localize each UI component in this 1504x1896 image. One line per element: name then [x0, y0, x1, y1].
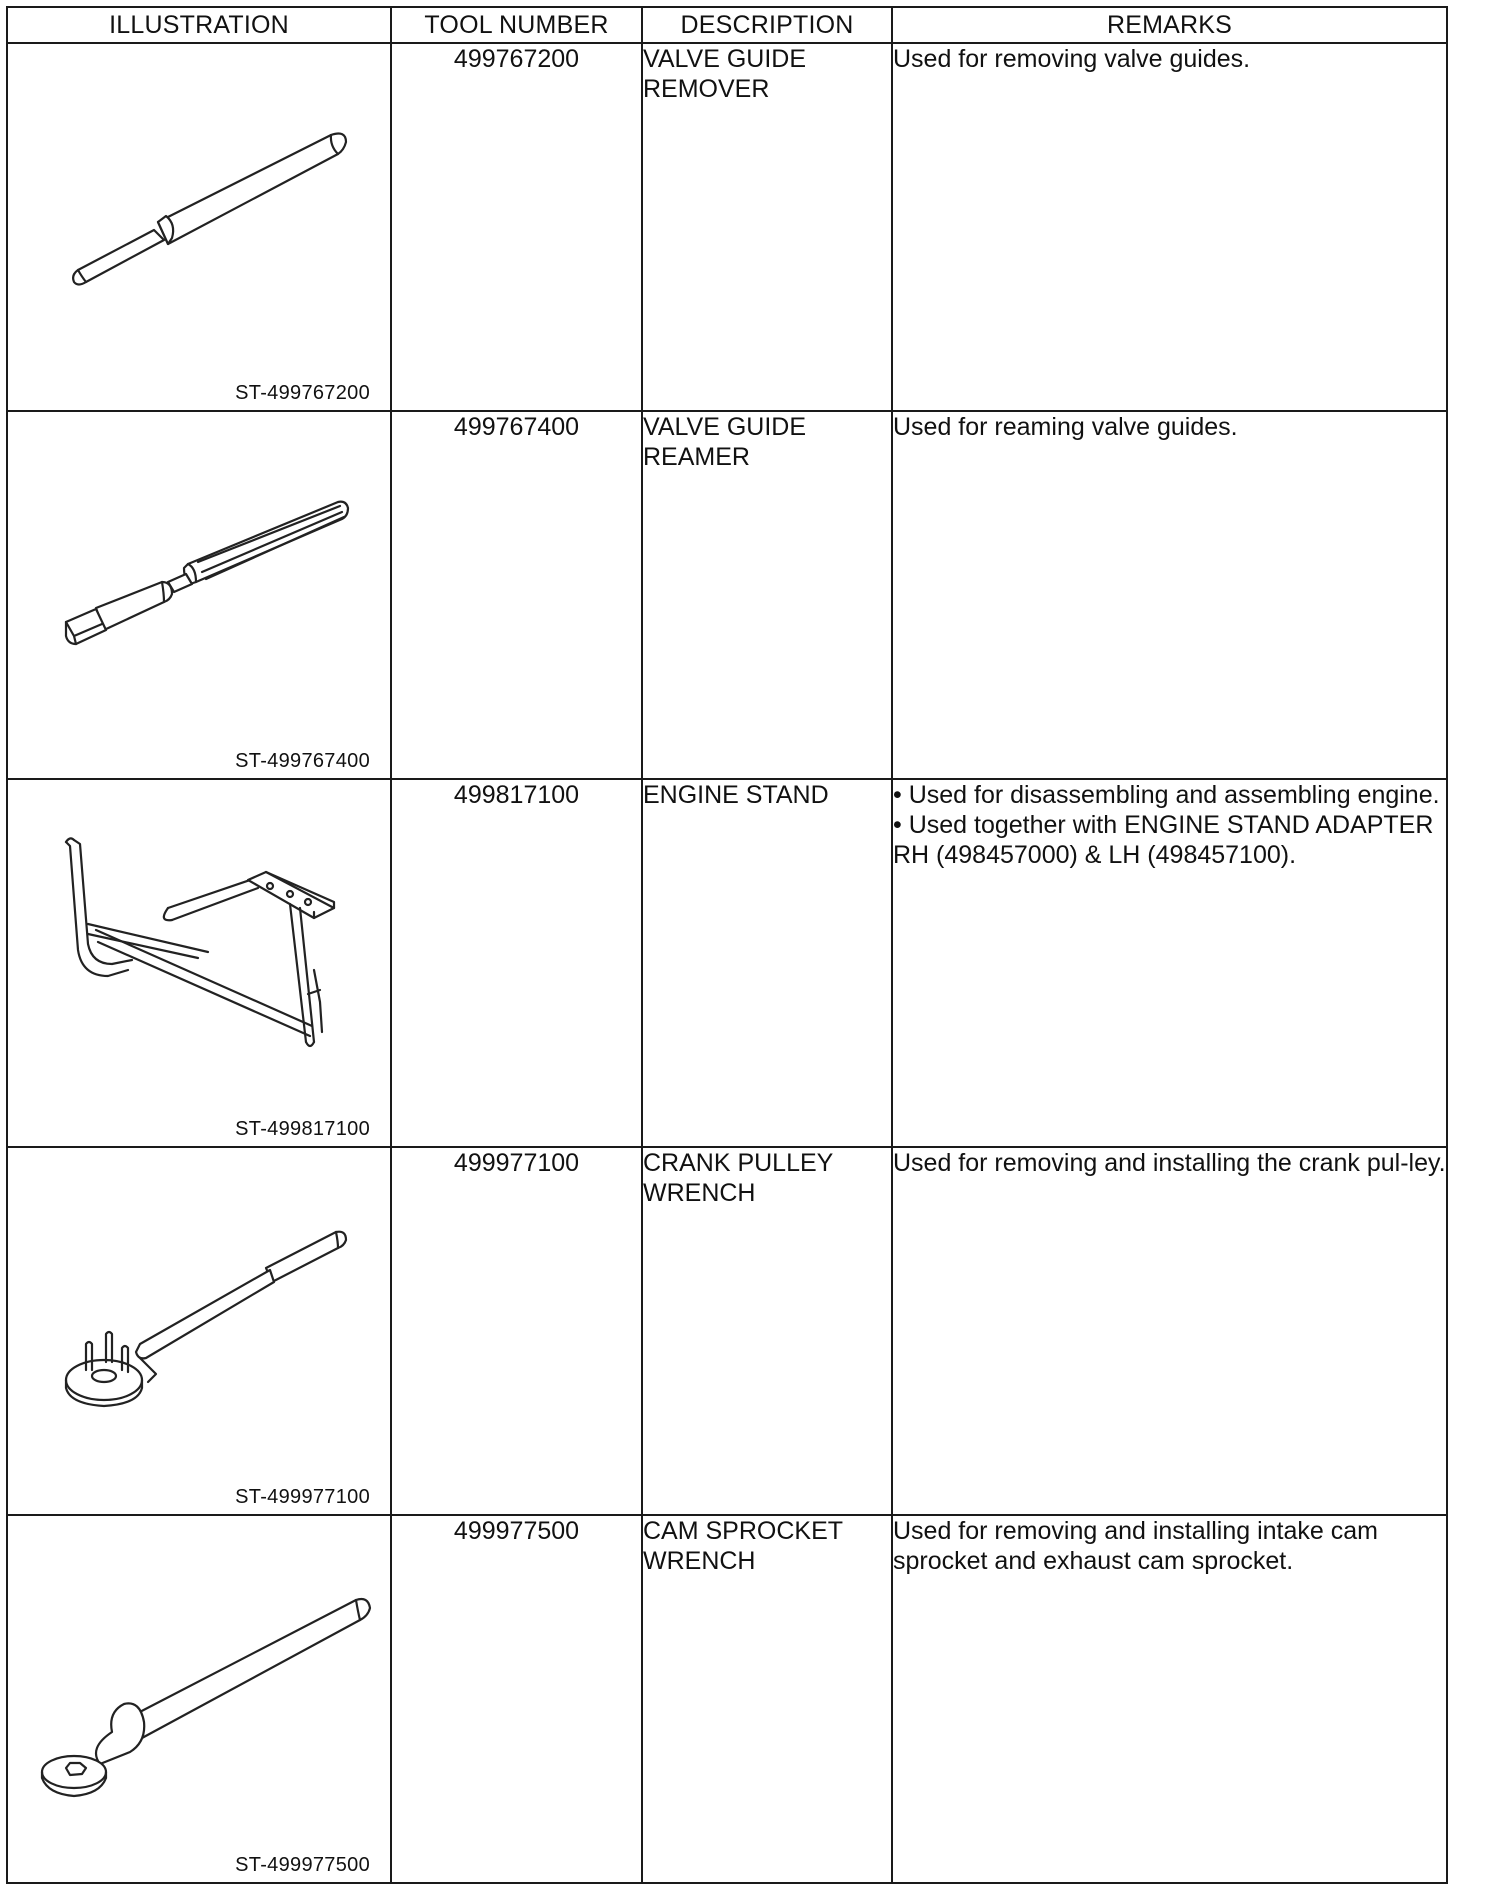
table-row [7, 411, 1447, 779]
remarks-cell [892, 411, 1447, 779]
table-header-row [7, 7, 1447, 43]
table-row [7, 779, 1447, 1147]
table-row [7, 43, 1447, 411]
header-remarks: REMARKS [892, 7, 1447, 43]
tool-number-cell: 499977100 [391, 1147, 642, 1515]
table-row [7, 1147, 1447, 1515]
description-cell: ENGINE STAND [642, 779, 892, 1147]
valve-guide-reamer-icon [8, 412, 392, 778]
cam-sprocket-wrench-icon [8, 1516, 392, 1882]
illustration-cell [7, 411, 391, 779]
illustration-cell [7, 1515, 391, 1883]
illustration-code: ST-499977100 [235, 1486, 370, 1508]
tool-number-cell: 499767200 [391, 43, 642, 411]
illustration-code: ST-499977500 [235, 1854, 370, 1876]
remarks-cell [892, 779, 1447, 1147]
remarks-cell [892, 1147, 1447, 1515]
remark-line: Used for removing valve guides. [893, 45, 1251, 73]
illustration-code: ST-499767200 [235, 382, 370, 404]
illustration-code: ST-499817100 [235, 1118, 370, 1140]
header-tool-number: TOOL NUMBER [391, 7, 642, 43]
tool-number-cell: 499767400 [391, 411, 642, 779]
description-cell: VALVE GUIDE REMOVER [642, 43, 892, 411]
description-cell: CAM SPROCKET WRENCH [642, 1515, 892, 1883]
engine-stand-icon [8, 780, 392, 1146]
illustration-code: ST-499767400 [235, 750, 370, 772]
illustration-cell [7, 1147, 391, 1515]
tool-number-cell: 499977500 [391, 1515, 642, 1883]
table-row [7, 1515, 1447, 1883]
illustration-cell [7, 779, 391, 1147]
description-cell: CRANK PULLEY WRENCH [642, 1147, 892, 1515]
illustration-cell [7, 43, 391, 411]
valve-guide-remover-icon [8, 44, 392, 410]
crank-pulley-wrench-icon [8, 1148, 392, 1514]
remark-line: Used for removing and installing intake cam sprocket and exhaust cam sprocket. [893, 1517, 1378, 1575]
special-tools-table [6, 6, 1448, 1884]
remarks-cell [892, 43, 1447, 411]
remarks-cell [892, 1515, 1447, 1883]
header-illustration: ILLUSTRATION [7, 7, 391, 43]
remark-line: Used for reaming valve guides. [893, 413, 1238, 441]
header-description: DESCRIPTION [642, 7, 892, 43]
remark-line: Used for removing and installing the crank pul-ley. [893, 1149, 1446, 1177]
description-cell: VALVE GUIDE REAMER [642, 411, 892, 779]
remark-line: • Used for disassembling and assembling engine. [893, 781, 1440, 809]
remark-line: • Used together with ENGINE STAND ADAPTER RH (498457000) & LH (498457100). [893, 811, 1434, 869]
tool-number-cell: 499817100 [391, 779, 642, 1147]
